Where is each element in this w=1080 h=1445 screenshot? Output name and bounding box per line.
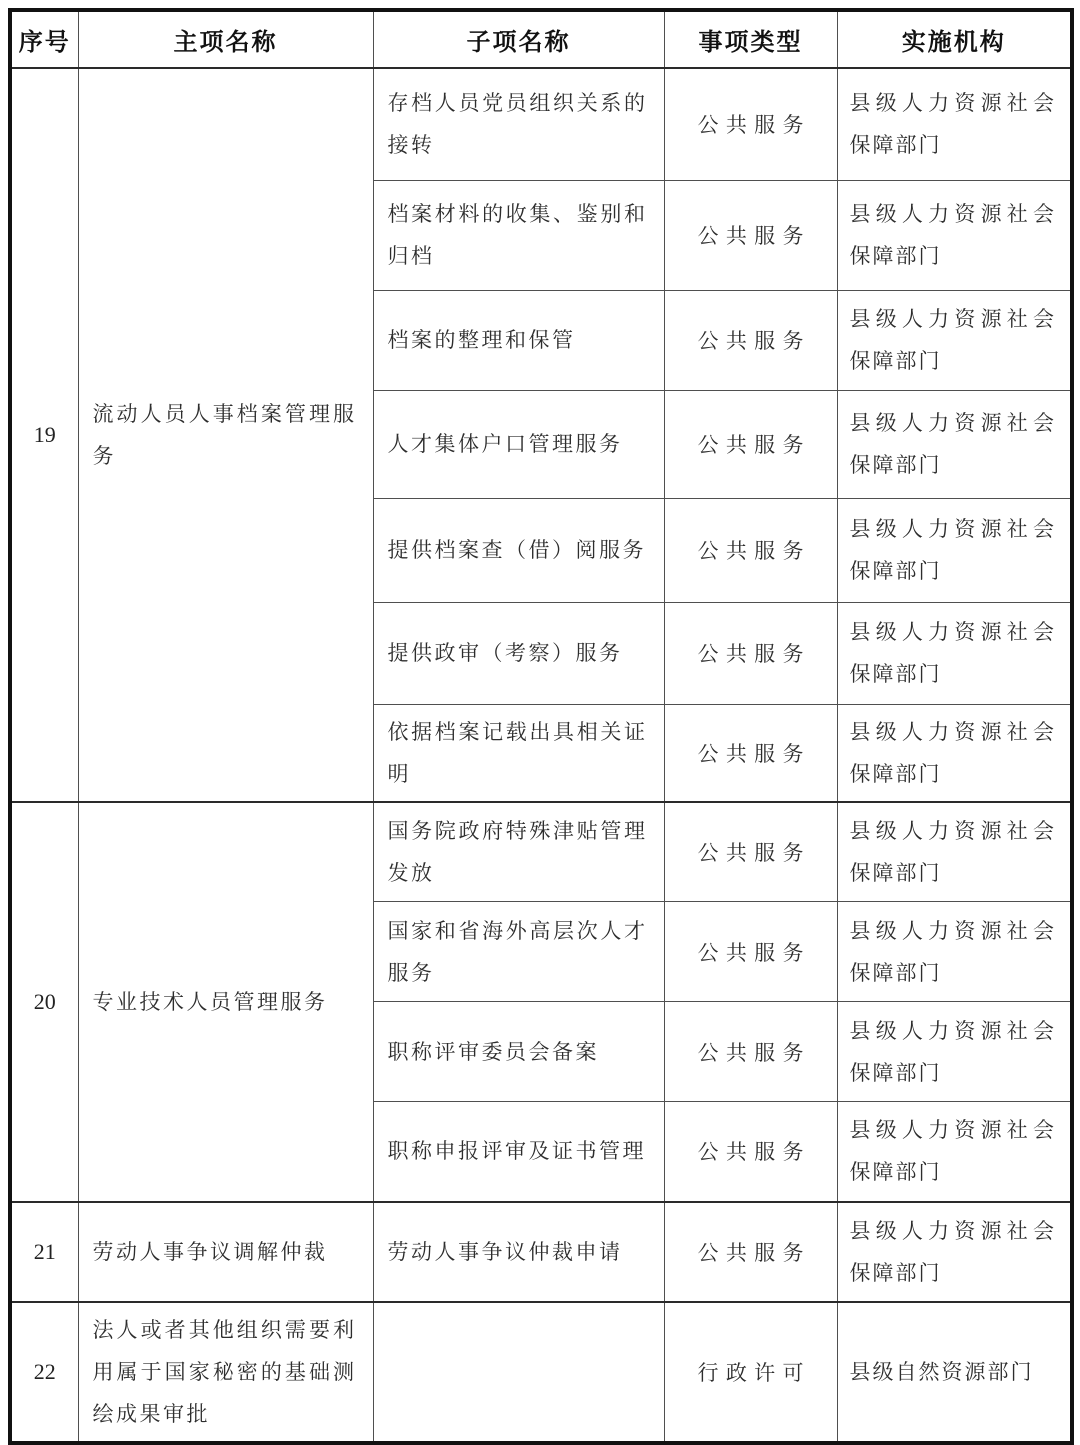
sub-item-text: 国家和省海外高层次人才服务 [387,918,648,985]
document-page [8,8,1074,1445]
agency-text: 县级人力资源社会保障部门 [849,307,1056,373]
agency [837,290,1072,390]
item-type-text: 行政许可 [697,1360,811,1385]
agency [837,498,1072,602]
sub-item-name [373,1102,664,1202]
main-item-name [78,1302,373,1443]
item-type-text: 公共服务 [697,113,811,138]
sub-item-text: 档案材料的收集、鉴别和归档 [387,202,648,268]
main-item-text: 劳动人事争议调解仲裁 [92,1239,328,1264]
column-header-main-item: 主项名称 [78,10,373,68]
main-item-text: 专业技术人员管理服务 [92,989,328,1014]
sub-item-name [373,498,664,602]
agency [837,390,1072,498]
sub-item-name-empty [373,1302,664,1443]
serial-number: 22 [10,1302,78,1443]
main-item-name [78,68,373,802]
main-item-text: 流动人员人事档案管理服务 [92,401,357,468]
item-type-text: 公共服务 [697,741,811,766]
item-type [664,902,837,1002]
agency-text: 县级人力资源社会保障部门 [849,818,1056,885]
item-type-text: 公共服务 [697,940,811,965]
table-row [10,1302,1072,1443]
table-row [10,1202,1072,1302]
agency [837,602,1072,704]
column-header-serial-number: 序号 [10,10,78,68]
serial-number: 21 [10,1202,78,1302]
sub-item-name [373,390,664,498]
sub-item-name [373,602,664,704]
serial-number: 19 [10,68,78,802]
item-type [664,602,837,704]
item-type [664,704,837,802]
item-type [664,1102,837,1202]
item-type [664,180,837,290]
agency-text: 县级人力资源社会保障部门 [849,517,1056,583]
sub-item-name [373,704,664,802]
agency-text: 县级自然资源部门 [849,1359,1034,1384]
sub-item-name [373,1202,664,1302]
item-type [664,802,837,902]
agency [837,68,1072,180]
sub-item-name [373,68,664,180]
item-type-text: 公共服务 [697,329,811,353]
item-type-text: 公共服务 [697,1240,811,1265]
sub-item-text: 人才集体户口管理服务 [387,432,623,456]
sub-item-name [373,802,664,902]
sub-item-text: 职称评审委员会备案 [387,1039,599,1064]
item-type [664,1202,837,1302]
item-type [664,390,837,498]
agency [837,704,1072,802]
agency-text: 县级人力资源社会保障部门 [849,1018,1056,1085]
serial-number: 20 [10,802,78,1202]
sub-item-text: 职称申报评审及证书管理 [387,1139,646,1164]
item-type-text: 公共服务 [697,642,811,666]
table-header-row [10,10,1072,68]
sub-item-text: 劳动人事争议仲裁申请 [387,1239,623,1264]
agency-text: 县级人力资源社会保障部门 [849,91,1056,158]
item-type-text: 公共服务 [697,1140,811,1165]
agency-text: 县级人力资源社会保障部门 [849,620,1056,686]
item-type [664,68,837,180]
agency-text: 县级人力资源社会保障部门 [849,202,1056,268]
sub-item-text: 档案的整理和保管 [387,328,576,352]
agency-text: 县级人力资源社会保障部门 [849,1218,1056,1285]
item-type-text: 公共服务 [697,224,811,248]
agency-text: 县级人力资源社会保障部门 [849,1118,1056,1185]
item-type-text: 公共服务 [697,433,811,457]
table-row [10,68,1072,180]
agency [837,1002,1072,1102]
item-type [664,1302,837,1443]
column-header-item-type: 事项类型 [664,10,837,68]
agency [837,802,1072,902]
sub-item-name [373,1002,664,1102]
agency-text: 县级人力资源社会保障部门 [849,719,1056,786]
agency [837,1302,1072,1443]
sub-item-text: 依据档案记载出具相关证明 [387,719,648,786]
service-items-table [8,8,1074,1445]
sub-item-name [373,180,664,290]
sub-item-name [373,290,664,390]
sub-item-name [373,902,664,1002]
main-item-name [78,802,373,1202]
item-type [664,498,837,602]
sub-item-text: 国务院政府特殊津贴管理发放 [387,818,648,885]
main-item-name [78,1202,373,1302]
agency [837,180,1072,290]
item-type-text: 公共服务 [697,1040,811,1065]
agency-text: 县级人力资源社会保障部门 [849,411,1056,477]
sub-item-text: 提供档案查（借）阅服务 [387,538,646,562]
agency-text: 县级人力资源社会保障部门 [849,918,1056,985]
item-type-text: 公共服务 [697,840,811,865]
column-header-sub-item: 子项名称 [373,10,664,68]
agency [837,1102,1072,1202]
agency [837,1202,1072,1302]
item-type-text: 公共服务 [697,539,811,563]
item-type [664,1002,837,1102]
main-item-text: 法人或者其他组织需要利用属于国家秘密的基础测绘成果审批 [92,1317,357,1426]
table-row [10,802,1072,902]
item-type [664,290,837,390]
agency [837,902,1072,1002]
column-header-agency: 实施机构 [837,10,1072,68]
sub-item-text: 提供政审（考察）服务 [387,641,623,665]
sub-item-text: 存档人员党员组织关系的接转 [387,91,648,158]
